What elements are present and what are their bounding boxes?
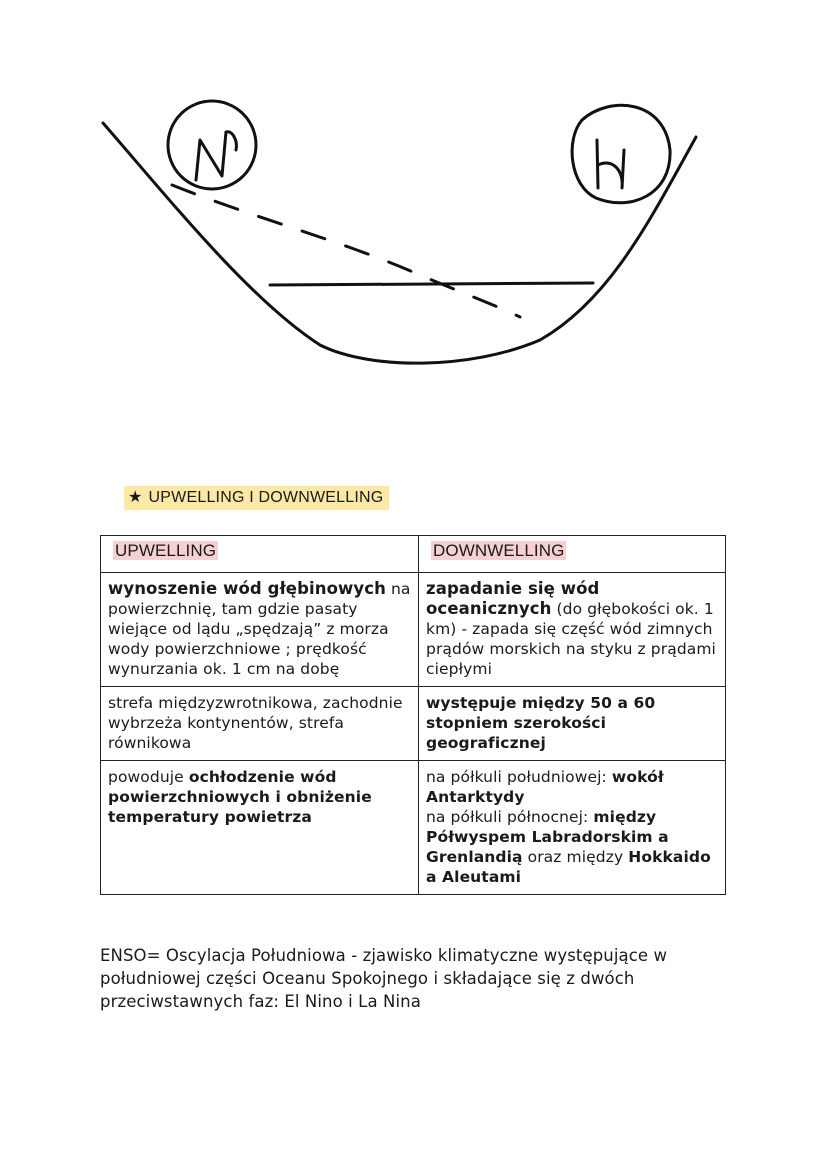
enso-paragraph: ENSO= Oscylacja Południowa - zjawisko klimatyczne występujące w południowej części Oceanu Spokojnego i składające się z dwóch przeciwstawnych faz: El Nino i La Nina xyxy=(100,946,668,1011)
header-cell-downwelling xyxy=(419,536,726,573)
cell-upwelling-effect xyxy=(101,761,419,895)
right-circle-letter-icon xyxy=(597,140,624,188)
cell-downwelling-location xyxy=(419,687,726,761)
bold-text: między Półwyspem Labradorskim a Grenlandią xyxy=(426,808,669,866)
cell-upwelling-definition xyxy=(101,573,419,687)
left-circle xyxy=(168,101,256,189)
cell-downwelling-regions xyxy=(419,761,726,895)
ocean-cross-section-sketch xyxy=(0,0,828,440)
cell-upwelling-location xyxy=(101,687,419,761)
bold-text: ochłodzenie wód powierzchniowych i obniżenie temperatury powietrza xyxy=(108,768,372,826)
basin-outline xyxy=(103,123,696,363)
dashed-current-line xyxy=(172,185,520,317)
cell-text: na półkuli południowej: xyxy=(426,768,607,786)
table-header-row xyxy=(101,536,726,573)
cell-text: oraz między xyxy=(527,848,624,866)
bold-text: wokół Antarktydy xyxy=(426,768,664,806)
header-downwelling: DOWNWELLING xyxy=(433,541,565,560)
table-row xyxy=(101,687,726,761)
header-upwelling: UPWELLING xyxy=(115,541,217,560)
cell-text: strefa międzyzwrotnikowa, zachodnie wybrzeża kontynentów, strefa równikowa xyxy=(108,694,403,752)
bold-text: zapadanie się wód oceanicznych xyxy=(426,579,600,618)
bold-text: Hokkaido a Aleutami xyxy=(426,848,711,886)
table-row xyxy=(101,761,726,895)
bold-text: występuje między 50 a 60 stopniem szerokości geograficznej xyxy=(426,694,656,752)
water-level-line xyxy=(270,283,593,285)
cell-downwelling-definition xyxy=(419,573,726,687)
table-row xyxy=(101,573,726,687)
section-heading xyxy=(124,486,389,510)
cell-text: (do głębokości ok. 1 km) - zapada się część wód zimnych prądów morskich na styku z prądami ciepłymi xyxy=(426,600,716,678)
cell-text: na półkuli północnej: xyxy=(426,808,589,826)
bold-text: wynoszenie wód głębinowych xyxy=(108,579,386,598)
cell-text: powoduje xyxy=(108,768,184,786)
comparison-table xyxy=(100,535,726,895)
cell-text: na powierzchnię, tam gdzie pasaty wiejące od lądu „spędzają” z morza wody powierzchniowe ; prędkość wynurzania ok. 1 cm na dobę xyxy=(108,580,411,678)
left-circle-letter-icon xyxy=(196,132,236,180)
star-icon: ★ xyxy=(128,489,143,506)
header-cell-upwelling xyxy=(101,536,419,573)
heading-text: UPWELLING I DOWNWELLING xyxy=(148,489,384,506)
